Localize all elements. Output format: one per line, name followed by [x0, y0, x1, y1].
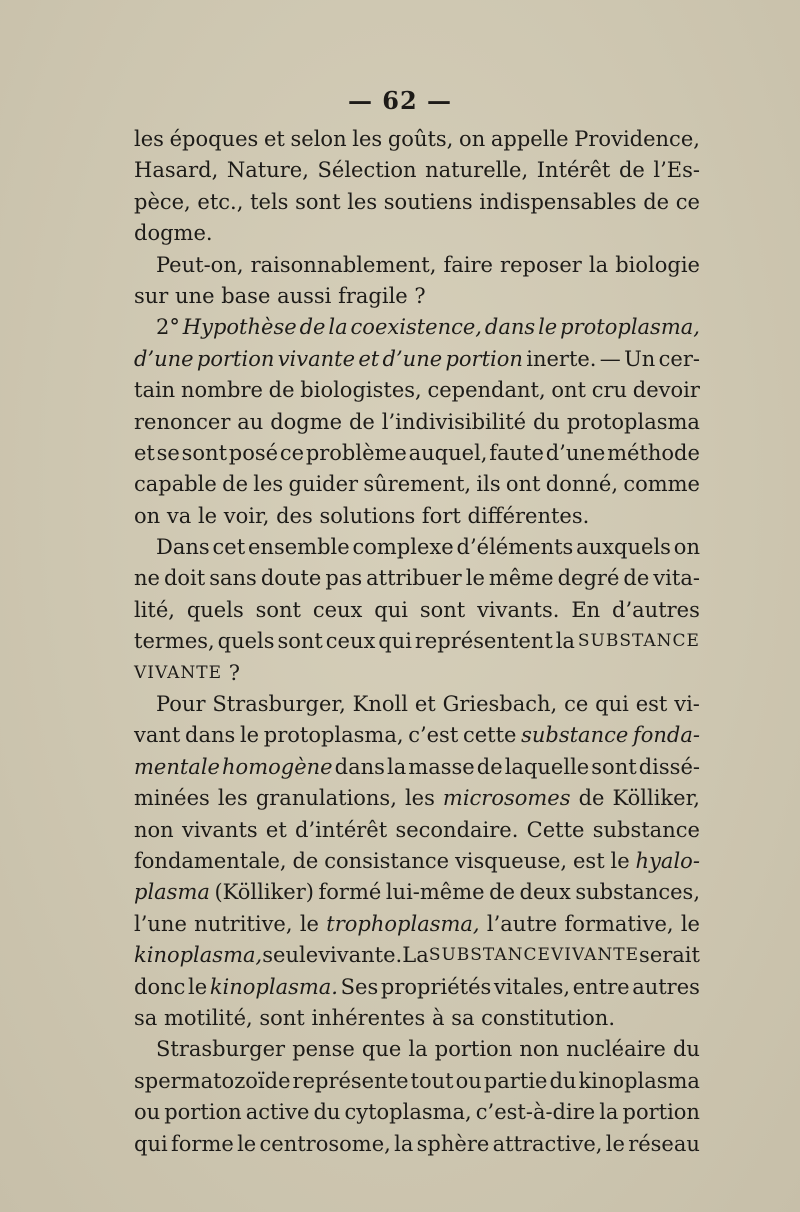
- text-word: qui: [378, 629, 412, 654]
- text-word: lui-même: [385, 880, 485, 905]
- text-word: dogme: [270, 409, 343, 434]
- text-word: problème: [305, 440, 407, 465]
- text-word: substances,: [575, 880, 700, 905]
- text-word: portion: [445, 346, 523, 371]
- text-line: [134, 187, 700, 218]
- text-word: renoncer: [134, 409, 231, 434]
- text-line: [134, 846, 700, 877]
- text-word: sont: [591, 754, 637, 779]
- text-word: secondaire.: [395, 817, 519, 842]
- text-line: [134, 1003, 700, 1034]
- text-word: ?: [414, 283, 426, 308]
- text-word: quels: [217, 629, 275, 654]
- text-word: minées: [134, 786, 210, 811]
- text-word: et: [414, 692, 436, 717]
- text-word: active: [245, 1100, 310, 1125]
- text-word: ne: [134, 566, 160, 591]
- text-word: de: [578, 786, 605, 811]
- text-word: de: [299, 315, 326, 340]
- text-word: ou: [455, 1068, 482, 1093]
- text-word: tout: [410, 1068, 454, 1093]
- text-word: cytoplasma,: [344, 1100, 472, 1125]
- text-word: sphère: [416, 1131, 490, 1156]
- text-word: substance: [592, 817, 700, 842]
- text-line: [134, 218, 700, 249]
- text-word: le: [299, 911, 319, 936]
- text-line: [134, 563, 700, 594]
- text-word: masse: [408, 754, 475, 779]
- text-word: degré: [557, 566, 620, 591]
- text-word: pèce,: [134, 189, 191, 214]
- text-word: dissé-: [638, 754, 700, 779]
- text-line: [134, 877, 700, 908]
- text-word: donné,: [545, 472, 619, 497]
- text-word: ce: [564, 692, 589, 717]
- text-word: voir,: [223, 503, 270, 528]
- text-line: [134, 312, 700, 343]
- text-word: le: [239, 723, 260, 748]
- text-line: [134, 1129, 700, 1160]
- text-word: raisonnablement,: [250, 252, 437, 277]
- text-word: dogme.: [134, 221, 213, 246]
- text-word: sont: [277, 629, 323, 654]
- text-word: Nature,: [226, 158, 309, 183]
- text-word: ?: [228, 660, 240, 685]
- text-word: soutiens: [383, 189, 473, 214]
- text-word: la: [408, 1037, 428, 1062]
- body-text: [134, 124, 700, 1160]
- text-word: partie: [483, 1068, 548, 1093]
- text-word: seule: [262, 943, 319, 968]
- text-word: le: [680, 911, 700, 936]
- text-word: visqueuse,: [454, 848, 568, 873]
- text-word: le: [605, 1131, 625, 1156]
- text-word: kinoplasma: [578, 1068, 700, 1093]
- text-word: qui: [595, 692, 629, 717]
- text-word: —: [599, 346, 621, 371]
- text-word: représente: [292, 1068, 409, 1093]
- text-line: [134, 281, 700, 312]
- text-word: de: [292, 848, 319, 873]
- text-word: portion: [164, 1100, 242, 1125]
- text-line: [134, 783, 700, 814]
- text-word: sur: [134, 283, 169, 308]
- text-word: microsomes: [442, 786, 571, 811]
- text-word: d’une: [134, 346, 194, 371]
- text-word: portion: [434, 1037, 513, 1062]
- text-word: posé: [228, 440, 279, 465]
- text-word: ce: [279, 440, 305, 465]
- text-line: [134, 752, 700, 783]
- text-word: spermatozoïde: [134, 1068, 291, 1093]
- text-word: d’intérêt: [295, 817, 388, 842]
- text-word: représentent: [414, 629, 553, 654]
- text-word: cru: [591, 378, 628, 403]
- text-word: ensemble: [248, 535, 350, 560]
- text-word: appelle: [490, 127, 569, 151]
- text-word: et: [265, 817, 287, 842]
- text-word: les: [253, 472, 284, 497]
- text-word: Knoll: [352, 692, 408, 717]
- text-word: homogène: [222, 754, 333, 779]
- text-word: ce: [675, 189, 700, 214]
- text-word: VIVANTE: [550, 945, 639, 966]
- text-word: et: [134, 440, 155, 465]
- text-word: capable: [134, 472, 217, 497]
- text-word: nutritive,: [194, 911, 293, 936]
- text-word: réseau: [628, 1131, 700, 1156]
- text-word: lité,: [134, 597, 175, 622]
- text-word: nombre: [180, 378, 263, 403]
- text-word: le: [465, 566, 485, 591]
- text-word: la: [599, 1100, 619, 1125]
- text-word: auquel,: [408, 440, 488, 465]
- text-line: [134, 1066, 700, 1097]
- text-word: même: [488, 566, 554, 591]
- text-line: [134, 940, 700, 971]
- text-word: entre: [572, 974, 630, 999]
- text-word: vant: [134, 723, 181, 748]
- text-word: substance: [521, 723, 629, 748]
- text-word: termes,: [134, 629, 215, 654]
- text-word: et: [358, 346, 380, 371]
- text-word: pas: [325, 566, 363, 591]
- text-word: constitution.: [481, 1005, 615, 1030]
- text-word: de: [489, 880, 515, 905]
- text-word: Sélection: [317, 158, 417, 183]
- text-word: sa: [134, 1005, 158, 1030]
- text-word: dans: [334, 754, 385, 779]
- text-word: le: [538, 315, 558, 340]
- text-word: de: [222, 472, 248, 497]
- text-word: la: [328, 315, 348, 340]
- text-word: auxquels: [576, 535, 671, 560]
- text-word: inerte.: [526, 346, 597, 371]
- text-word: SUBSTANCE: [577, 631, 700, 652]
- text-word: de: [476, 754, 503, 779]
- text-word: coexistence,: [350, 315, 482, 340]
- text-word: dans: [484, 315, 536, 340]
- text-word: c’est: [408, 723, 459, 748]
- text-word: l’Es-: [653, 158, 700, 183]
- text-word: deux: [519, 880, 571, 905]
- text-word: faire: [443, 252, 493, 277]
- text-word: tain: [134, 378, 176, 403]
- text-word: dans: [185, 723, 236, 748]
- text-line: [134, 407, 700, 438]
- text-line: [134, 909, 700, 940]
- text-word: Strasburger: [156, 1037, 286, 1062]
- text-word: indispensables: [479, 189, 637, 214]
- text-word: protoplasma,: [560, 315, 700, 340]
- text-word: les: [134, 127, 164, 151]
- text-word: de: [348, 409, 375, 434]
- text-word: vita-: [653, 566, 700, 591]
- text-word: solutions: [319, 503, 416, 528]
- text-word: et: [263, 127, 285, 151]
- text-line: [134, 375, 700, 406]
- text-word: sûrement,: [363, 472, 472, 497]
- text-word: sans: [209, 566, 257, 591]
- text-word: qui: [374, 597, 408, 622]
- text-word: 2°: [156, 315, 180, 340]
- text-word: les: [217, 786, 248, 811]
- text-word: inhérentes: [311, 1005, 426, 1030]
- text-word: Hasard,: [134, 158, 219, 183]
- text-word: est: [572, 848, 605, 873]
- text-word: vivants: [181, 817, 258, 842]
- text-word: cependant,: [427, 378, 546, 403]
- text-line: [134, 626, 700, 657]
- text-word: d’une: [382, 346, 443, 371]
- text-line: [134, 1034, 700, 1065]
- text-line: [134, 532, 700, 563]
- text-word: quels: [186, 597, 244, 622]
- text-word: Ses: [340, 974, 379, 999]
- text-word: attribuer: [366, 566, 462, 591]
- text-word: d’éléments: [456, 535, 574, 560]
- text-word: Cette: [526, 817, 585, 842]
- text-word: En: [571, 597, 601, 622]
- text-word: les: [404, 786, 435, 811]
- text-word: de: [623, 566, 650, 591]
- text-word: doit: [163, 566, 206, 591]
- text-word: du: [532, 409, 560, 434]
- text-word: se: [156, 440, 180, 465]
- text-word: tels: [250, 189, 289, 214]
- text-word: qui: [134, 1131, 168, 1156]
- text-word: sont: [419, 597, 466, 622]
- text-word: Peut-on,: [156, 252, 244, 277]
- text-word: propriétés: [380, 974, 492, 999]
- text-word: une: [175, 283, 215, 308]
- text-word: au: [237, 409, 264, 434]
- text-line: [134, 972, 700, 1003]
- text-word: fragile: [338, 283, 408, 308]
- text-word: que: [361, 1037, 402, 1062]
- text-word: de: [268, 378, 295, 403]
- text-word: on: [459, 127, 486, 151]
- text-word: ou: [134, 1100, 161, 1125]
- text-word: etc.,: [197, 189, 244, 214]
- text-line: [134, 689, 700, 720]
- text-word: sont: [181, 440, 228, 465]
- text-word: différentes.: [467, 503, 590, 528]
- text-word: protoplasma,: [263, 723, 404, 748]
- text-word: hyalo-: [635, 848, 700, 873]
- text-line: [134, 438, 700, 469]
- text-word: trophoplasma,: [326, 911, 480, 936]
- text-word: va: [166, 503, 192, 528]
- text-word: c’est-à-dire: [475, 1100, 596, 1125]
- text-word: d’autres: [612, 597, 700, 622]
- text-word: complexe: [352, 535, 454, 560]
- text-word: cet: [212, 535, 246, 560]
- text-word: La: [402, 943, 429, 968]
- text-word: fondamentale,: [134, 848, 287, 873]
- text-line: [134, 658, 700, 689]
- text-word: ceux: [325, 629, 376, 654]
- text-word: kinoplasma,: [134, 943, 263, 968]
- text-word: le: [197, 503, 218, 528]
- text-word: l’une: [134, 911, 187, 936]
- text-word: on: [134, 503, 161, 528]
- text-word: pense: [292, 1037, 355, 1062]
- text-word: Providence,: [574, 127, 700, 151]
- text-word: la: [588, 252, 609, 277]
- text-word: Kölliker,: [612, 786, 700, 811]
- text-word: goûts,: [387, 127, 454, 151]
- text-word: nucléaire: [566, 1037, 666, 1062]
- text-word: portion: [622, 1100, 700, 1125]
- text-line: [134, 250, 700, 281]
- text-word: plasma: [134, 880, 210, 905]
- text-word: du: [672, 1037, 700, 1062]
- text-word: biologistes,: [300, 378, 422, 403]
- text-word: fort: [421, 503, 461, 528]
- text-word: vivante: [277, 346, 356, 371]
- text-word: donc: [134, 974, 186, 999]
- text-word: le: [237, 1131, 257, 1156]
- text-word: le: [610, 848, 630, 873]
- text-word: fonda-: [632, 723, 700, 748]
- text-word: ont: [551, 378, 586, 403]
- text-word: vitales,: [493, 974, 571, 999]
- text-word: sa: [451, 1005, 475, 1030]
- text-word: non: [134, 817, 174, 842]
- text-word: la: [555, 629, 575, 654]
- text-word: l’indivisibilité: [381, 409, 527, 434]
- text-word: la: [394, 1131, 414, 1156]
- text-word: consistance: [324, 848, 450, 873]
- text-word: du: [549, 1068, 577, 1093]
- text-word: méthode: [607, 440, 700, 465]
- text-word: la: [386, 754, 407, 779]
- text-word: des: [276, 503, 313, 528]
- text-word: Dans: [156, 535, 210, 560]
- text-word: formative,: [564, 911, 674, 936]
- text-word: naturelle,: [425, 158, 529, 183]
- text-word: ont: [505, 472, 541, 497]
- text-word: VIVANTE: [134, 662, 223, 683]
- text-word: serait: [639, 943, 700, 968]
- text-line: [134, 720, 700, 751]
- text-word: devoir: [632, 378, 700, 403]
- text-word: les: [347, 189, 378, 214]
- text-line: [134, 124, 700, 155]
- text-word: formé: [318, 880, 382, 905]
- text-word: d’une: [545, 440, 606, 465]
- text-word: (Kölliker): [214, 880, 314, 905]
- text-word: doute: [260, 566, 322, 591]
- text-word: vivante.: [318, 943, 403, 968]
- text-word: cer-: [658, 346, 700, 371]
- text-word: laquelle: [504, 754, 590, 779]
- text-word: Intérêt: [536, 158, 611, 183]
- text-word: de: [618, 158, 645, 183]
- text-word: mentale: [134, 754, 220, 779]
- text-word: sont: [259, 1005, 305, 1030]
- text-word: comme: [623, 472, 700, 497]
- text-word: vivants.: [477, 597, 560, 622]
- text-word: reposer: [500, 252, 582, 277]
- text-line: [134, 469, 700, 500]
- page-number: — 62 —: [347, 86, 453, 115]
- text-word: portion: [196, 346, 275, 371]
- text-word: l’autre: [486, 911, 558, 936]
- text-word: ceux: [312, 597, 363, 622]
- text-word: cette: [462, 723, 517, 748]
- text-line: [134, 501, 700, 532]
- text-word: aussi: [277, 283, 332, 308]
- text-word: SUBSTANCE: [428, 945, 551, 966]
- text-word: ils: [476, 472, 501, 497]
- text-word: du: [313, 1100, 341, 1125]
- text-word: vi-: [674, 692, 700, 717]
- text-word: guider: [288, 472, 359, 497]
- text-word: époques: [169, 127, 259, 151]
- text-line: [134, 815, 700, 846]
- text-word: de: [643, 189, 670, 214]
- text-word: est: [635, 692, 668, 717]
- text-word: granulations,: [255, 786, 397, 811]
- text-word: kinoplasma.: [209, 974, 338, 999]
- text-word: faute: [489, 440, 544, 465]
- text-word: Strasburger,: [212, 692, 346, 717]
- text-word: sont: [255, 597, 301, 622]
- text-word: biologie: [615, 252, 700, 277]
- text-word: base: [221, 283, 271, 308]
- text-line: [134, 344, 700, 375]
- text-line: [134, 1097, 700, 1128]
- text-word: autres: [632, 974, 700, 999]
- text-word: non: [519, 1037, 560, 1062]
- text-word: Griesbach,: [442, 692, 558, 717]
- text-line: [134, 155, 700, 186]
- text-word: on: [673, 535, 700, 560]
- text-word: Un: [624, 346, 656, 371]
- text-word: sont: [295, 189, 341, 214]
- text-word: à: [431, 1005, 445, 1030]
- text-word: Hypothèse: [182, 315, 297, 340]
- text-line: [134, 595, 700, 626]
- text-word: Pour: [156, 692, 206, 717]
- text-word: le: [188, 974, 208, 999]
- text-word: forme: [170, 1131, 234, 1156]
- text-word: attractive,: [492, 1131, 603, 1156]
- text-word: centrosome,: [259, 1131, 391, 1156]
- text-word: les: [352, 127, 383, 151]
- text-word: motilité,: [163, 1005, 253, 1030]
- text-word: selon: [290, 127, 347, 151]
- text-word: protoplasma: [566, 409, 700, 434]
